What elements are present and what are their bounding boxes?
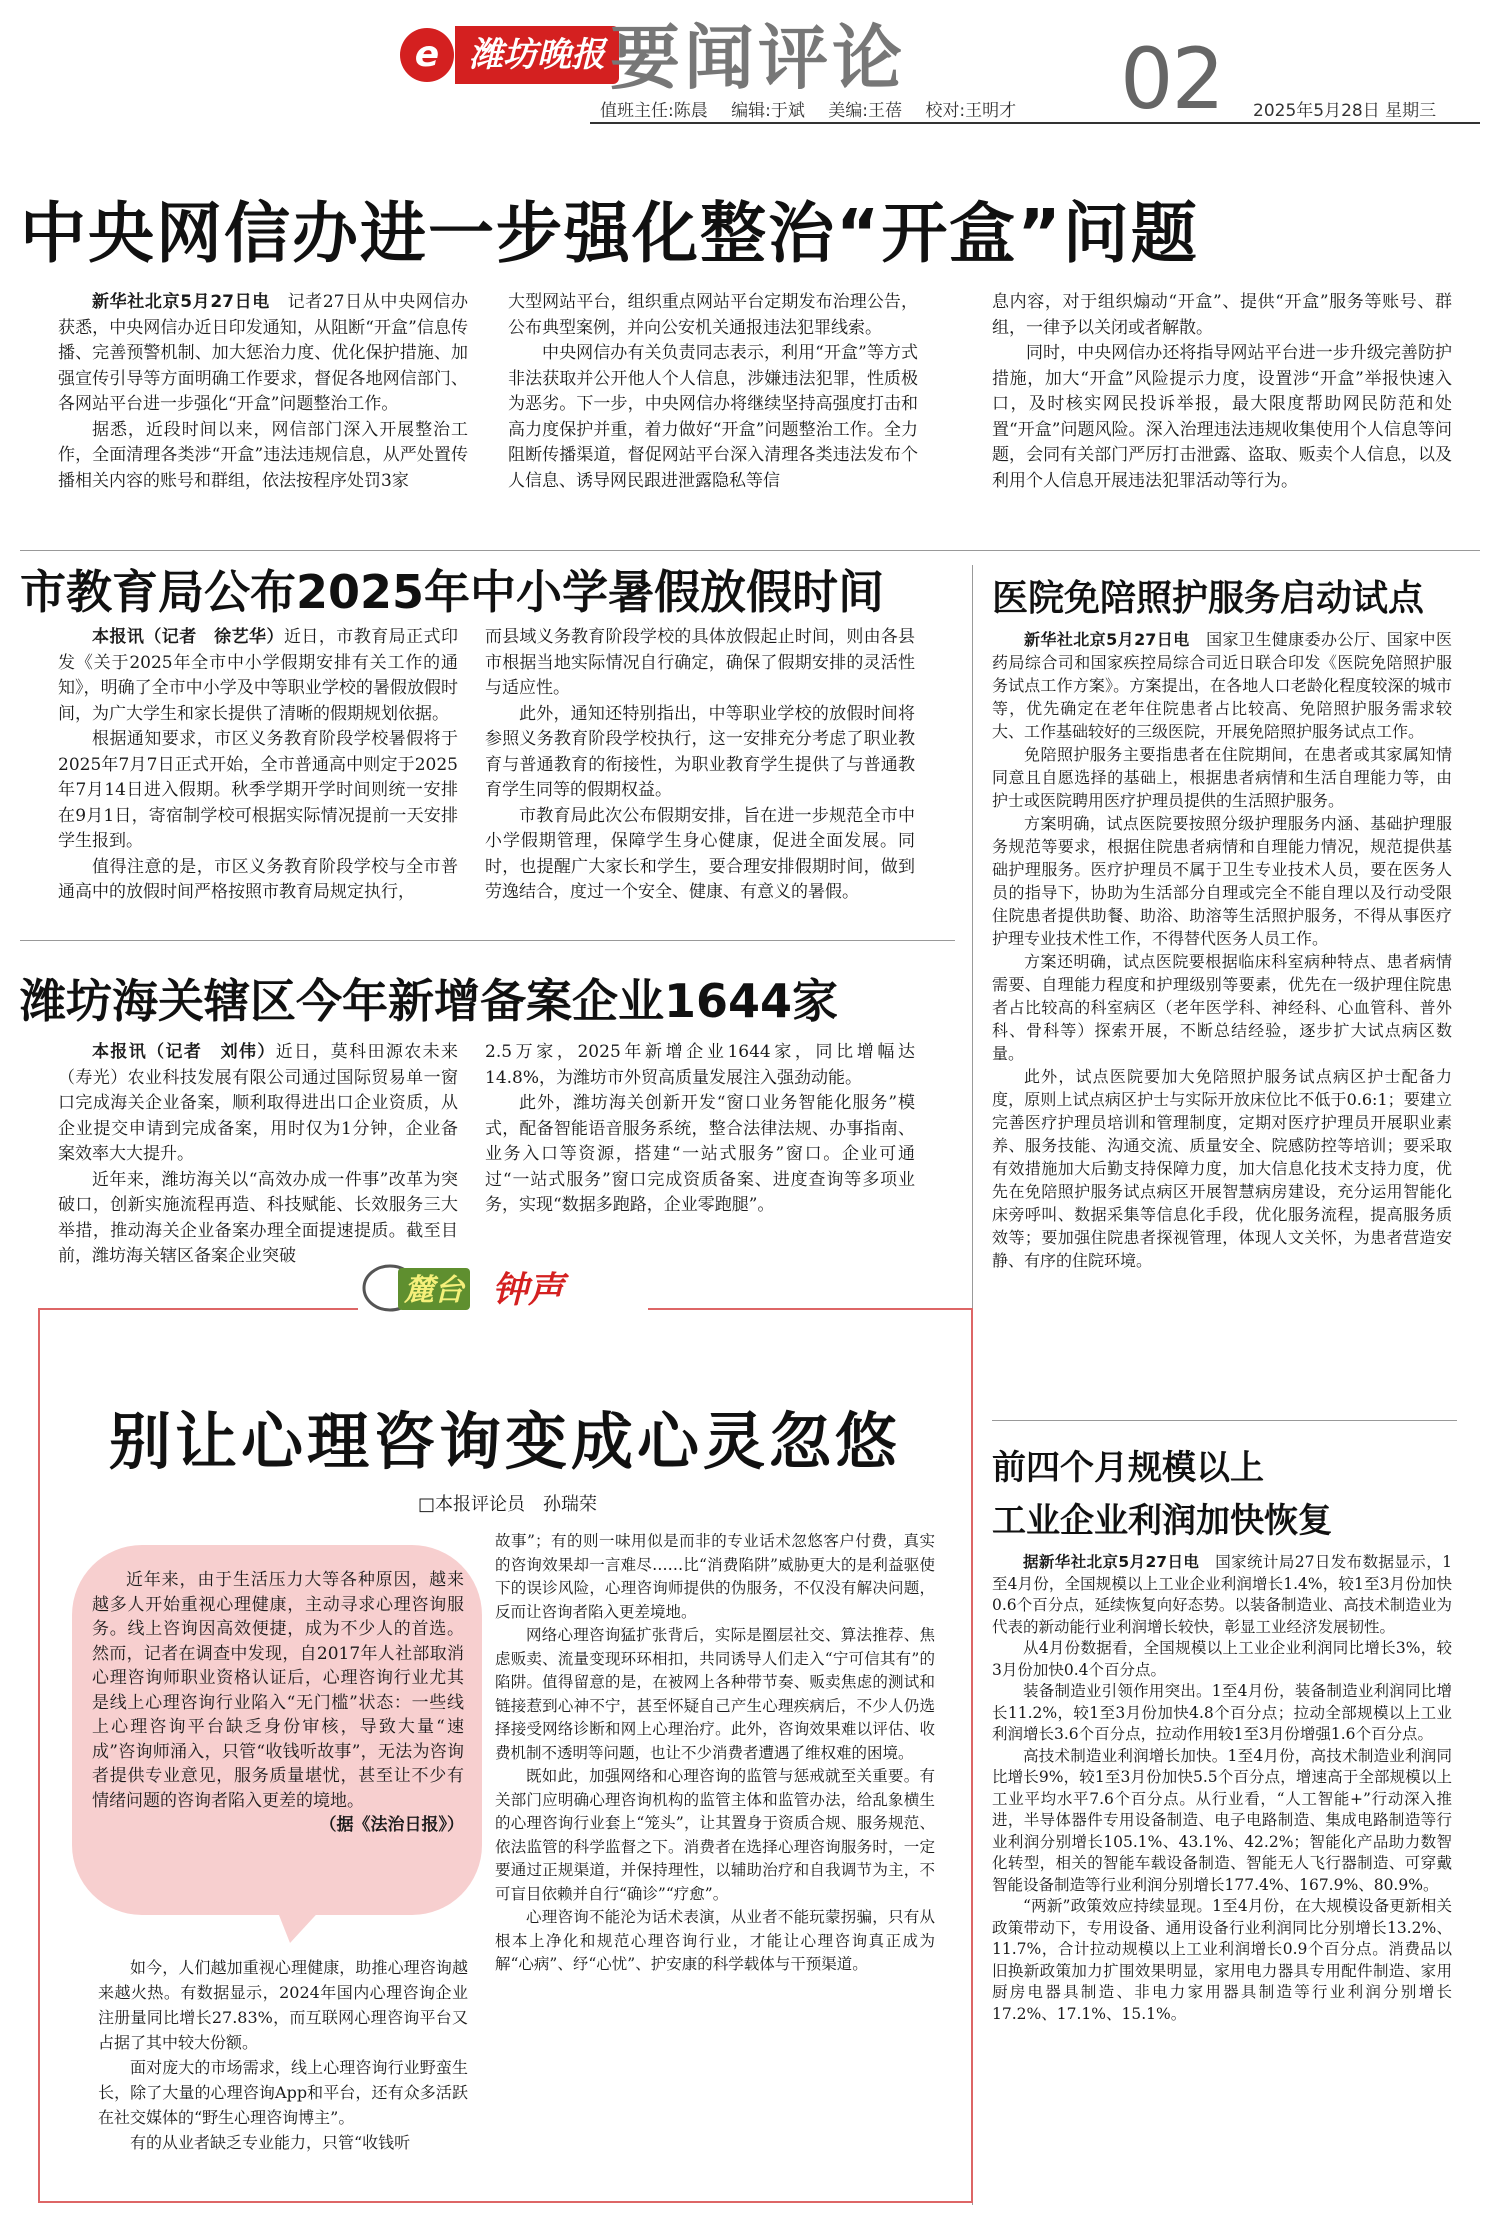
lead-col-2 [508,290,918,494]
holiday-p2: 根据通知要求，市区义务教育阶段学校暑假将于2025年7月7日正式开始，全市普通高中则定于2025年7月14日进入假期。秋季学期开学时间则统一安排在9月1日，寄宿制学校可根据实际情况提前一天安排学生报到。 [58,729,458,851]
customs-p1: 近日，莫科田源农未来（寿光）农业科技发展有限公司通过国际贸易单一窗口完成海关企业备案，顺利取得进出口企业资质，从企业提交申请到完成备案，用时仅为1分钟，企业备案效率大大提升。 [58,1042,459,1164]
customs-col-1 [58,1040,458,1270]
comm-p5: 网络心理咨询猛扩张背后，实际是圈层社交、算法推荐、焦虑贩卖、流量变现环环相扣，共同诱导人们走入“宁可信其有”的陷阱。值得留意的是，在被网上各种带节奏、贩卖焦虑的测试和链接惹到心神不宁，甚至怀疑自己产生心理疾病后，不少人仍选择接受网络诊断和网上心理治疗。此外，咨询效果难以评估、收费机制不透明等问题，也让不少消费者遭遇了维权难的困境。 [495,1626,935,1762]
staff-line [600,96,1034,121]
holiday-headline: 市教育局公布2025年中小学暑假放假时间 [20,565,885,619]
paper-name: 潍坊晚报 [455,26,619,84]
quote-p1: 近年来，由于生活压力大等各种原因，越来越多人开始重视心理健康，主动寻求心理咨询服务。线上咨询因高效便捷，成为不少人的首选。然而，记者在调查中发现，自2017年人社部取消心理咨询师职业资格认证后，心理咨询行业尤其是线上心理咨询行业陷入“无门槛”状态：一些线上心理咨询平台缺乏身份审核，导致大量“速成”咨询师涌入，只管“收钱听故事”，无法为咨询者提供专业意见，服务质量堪忧，甚至让不少有情绪问题的咨询者陷入更差的境地。 [92,1570,464,1811]
comm-p2: 面对庞大的市场需求，线上心理咨询行业野蛮生长，除了大量的心理咨询App和平台，还有众多活跃在社交媒体的“野生心理咨询博主”。 [98,2058,468,2127]
divider [20,940,955,941]
issue-date: 2025年5月28日 星期三 [1253,101,1437,121]
comm-p4: 故事”；有的则一味用似是而非的专业话术忽悠客户付费，真实的咨询效果却一言难尽……比“消费陷阱”威胁更大的是利益驱使下的误诊风险，心理咨询师提供的伪服务，不仅没有解决问题，反而让咨询者陷入更差境地。 [495,1532,935,1621]
lead-dateline: 新华社北京5月27日电 [92,292,270,312]
industry-body [992,1552,1452,2025]
lead-headline: 中央网信办进一步强化整治“开盒”问题 [20,195,1199,272]
holiday-col-2 [485,625,915,906]
column-name-b: 钟声 [491,1270,565,1311]
column-name-a: 麓台 [404,1273,464,1308]
commentary-headline: 别让心理咨询变成心灵忽悠 [108,1405,901,1478]
holiday-p4: 而县域义务教育阶段学校的具体放假起止时间，则由各县市根据当地实际情况自行确定，确保了假期安排的灵活性与适应性。 [485,627,915,698]
staff-editor: 编辑:于斌 [731,101,805,121]
divider [992,1420,1457,1421]
comm-p6: 既如此，加强网络和心理咨询的监管与惩戒就至关重要。有关部门应明确心理咨询机构的监管主体和监管办法，给乱象横生的心理咨询行业套上“笼头”，让其置身于资质合规、服务规范、依法监管的科学监督之下。消费者在选择心理咨询服务时，一定要通过正规渠道，并保持理性，以辅助治疗和自我调节为主，不可盲目依赖并自行“确诊”“疗愈”。 [495,1767,935,1903]
industry-dateline: 据新华社北京5月27日电 [1023,1553,1200,1571]
column-logo [358,1262,648,1314]
industry-p2: 从4月份数据看，全国规模以上工业企业利润同比增长3%，较3月份加快0.4个百分点。 [992,1639,1452,1679]
customs-byline: 本报讯（记者 刘伟） [92,1042,276,1062]
lead-p3: 大型网站平台，组织重点网站平台定期发布治理公告，公布典型案例，并向公安机关通报违法犯罪线索。 [508,292,918,338]
quote-bubble-tail-icon [270,1905,330,1945]
lead-p2: 据悉，近段时间以来，网信部门深入开展整治工作，全面清理各类涉“开盒”违法违规信息，从严处置传播相关内容的账号和群组，依法按程序处罚3家 [58,419,468,491]
quote-source: （据《法治日报》） [319,1815,464,1835]
hospital-body [992,628,1452,1272]
hospital-p5: 此外，试点医院要加大免陪照护服务试点病区护士配备力度，原则上试点病区护士与实际开放床位比不低于0.6:1；要建立完善医疗护理员培训和管理制度，定期对医疗护理员开展职业素养、服务技能、沟通交流、质量安全、院感防控等培训；要采取有效措施加大后勤支持保障力度，加大信息化技术支持力度，优先在免陪照护服务试点病区开展智慧病房建设，充分运用智能化床旁呼叫、数据采集等信息化手段，优化服务流程，提高服务质效等；要加强住院患者探视管理，体现人文关怀，为患者营造安静、有序的住院环境。 [992,1067,1452,1270]
comm-p7: 心理咨询不能沦为话术表演，从业者不能玩蒙拐骗，只有从根本上净化和规范心理咨询行业，才能让心理咨询真正成为解“心病”、纾“心忧”、护安康的科学载体与干预渠道。 [495,1908,935,1973]
lead-col-3 [992,290,1452,494]
industry-p4: 高技术制造业利润增长加快。1至4月份，高技术制造业利润同比增长9%，较1至3月份加快5.5个百分点，增速高于全部规模以上工业平均水平7.6个百分点。从行业看，“人工智能+”行动深入推进，半导体器件专用设备制造、电子电路制造、集成电路制造等行业利润分别增长105.1%、43.1%、42.2%；智能化产品助力数智化转型，相关的智能车载设备制造、智能无人飞行器制造、可穿戴智能设备制造等行业利润分别增长177.4%、167.9%、80.9%。 [992,1746,1452,1894]
hospital-dateline: 新华社北京5月27日电 [1024,630,1190,649]
lead-col-1 [58,290,468,494]
lead-p6: 同时，中央网信办还将指导网站平台进一步升级完善防护措施，加大“开盒”风险提示力度，设置涉“开盒”举报快速入口，及时核实网民投诉举报，最大限度帮助网民防范和处置“开盒”问题风险。深入治理违法违规收集使用个人信息等问题，会同有关部门严厉打击泄露、盗取、贩卖个人信息，以及利用个人信息开展违法犯罪活动等行为。 [992,343,1452,491]
lead-p5: 息内容，对于组织煽动“开盒”、提供“开盒”服务等账号、群组，一律予以关闭或者解散。 [992,292,1452,338]
commentary-col-1 [98,1955,468,2155]
comm-p3: 有的从业者缺乏专业能力，只管“收钱听 [130,2133,411,2152]
paper-logo-icon: e [400,28,454,82]
customs-p3: 2.5万家，2025年新增企业1644家，同比增幅达14.8%，为潍坊市外贸高质量发展注入强劲动能。 [485,1042,915,1088]
customs-p2: 近年来，潍坊海关以“高效办成一件事”改革为突破口，创新实施流程再造、科技赋能、长效服务三大举措，推动海关企业备案办理全面提速提质。截至目前，潍坊海关辖区备案企业突破 [58,1169,458,1266]
staff-designer: 美编:王蓓 [828,101,903,121]
divider [20,550,1480,551]
hospital-p3: 方案明确，试点医院要按照分级护理服务内涵、基础护理服务规范等要求，根据住院患者病情和自理能力情况，规范提供基础护理服务。医疗护理员不属于卫生专业技术人员，要在医务人员的指导下，协助为生活部分自理或完全不能自理以及行动受限住院患者提供助餐、助浴、助溶等生活照护服务，不得从事医疗护理专业技术性工作，不得替代医务人员工作。 [992,814,1452,948]
hospital-p1: 国家卫生健康委办公厅、国家中医药局综合司和国家疾控局综合司近日联合印发《医院免陪照护服务试点工作方案》。方案提出，在各地人口老龄化程度较深的城市等，优先确定在老年住院患者占比较高、免陪照护服务需求较大、工作基础较好的三级医院，开展免陪照护服务试点工作。 [992,630,1452,741]
section-title: 要闻评论 [610,16,906,99]
holiday-p5: 此外，通知还特别指出，中等职业学校的放假时间将参照义务教育阶段学校执行，这一安排充分考虑了职业教育与普通教育的衔接性，为职业教育学生提供了与普通教育学生同等的假期权益。 [485,703,915,800]
staff-proofreader: 校对:王明才 [925,101,1017,121]
lead-p4: 中央网信办有关负责同志表示，利用“开盒”等方式非法获取并公开他人个人信息，涉嫌违法犯罪，性质极为恶劣。下一步，中央网信办将继续坚持高强度打击和高力度保护并重，着力做好“开盒”问题整治工作。全力阻断传播渠道，督促网站平台深入清理各类违法发布个人信息、诱导网民跟进泄露隐私等信 [508,343,918,491]
commentary-author: □本报评论员 孙瑞荣 [418,1494,598,1515]
industry-p1: 国家统计局27日发布数据显示，1至4月份，全国规模以上工业企业利润增长1.4%，较1至3月份加快0.6个百分点，延续恢复向好态势。以装备制造业、高技术制造业为代表的新动能行业利润增长较快，彰显工业经济发展韧性。 [992,1553,1452,1636]
comm-p1: 如今，人们越加重视心理健康，助推心理咨询越来越火热。有数据显示，2024年国内心理咨询企业注册量同比增长27.83%，而互联网心理咨询平台又占据了其中较大份额。 [98,1958,468,2052]
masthead-rule [590,122,1480,124]
lead-p1: 记者27日从中央网信办获悉，中央网信办近日印发通知，从阻断“开盒”信息传播、完善预警机制、加大惩治力度、优化保护措施、加强宣传引导等方面明确工作要求，督促各地网信部门、各网站平台进一步强化“开盒”问题整治工作。 [58,292,468,414]
masthead [0,0,1500,130]
customs-col-2 [485,1040,915,1219]
customs-p4: 此外，潍坊海关创新开发“窗口业务智能化服务”模式，配备智能语音服务系统，整合法律法规、办事指南、业务入口等资源，搭建“一站式服务”窗口。企业可通过“一站式服务”窗口完成资质备案、进度查询等多项业务，实现“数据多跑路，企业零跑腿”。 [485,1093,915,1215]
commentary-col-2 [495,1530,935,1977]
industry-headline-1: 前四个月规模以上 [992,1448,1264,1488]
hospital-headline: 医院免陪照护服务启动试点 [992,577,1425,619]
customs-headline: 潍坊海关辖区今年新增备案企业1644家 [20,974,839,1028]
quote-text [92,1568,464,1838]
hospital-p4: 方案还明确，试点医院要根据临床科室病种特点、患者病情需要、自理能力程度和护理级别等要素，优先在一级护理住院患者占比较高的科室病区（老年医学科、神经科、心血管科、普外科、骨科等）探索开展，不断总结经验，逐步扩大试点病区数量。 [992,952,1452,1063]
industry-p5: “两新”政策效应持续显现。1至4月份，在大规模设备更新相关政策带动下，专用设备、通用设备行业利润同比分别增长13.2%、11.7%，合计拉动规模以上工业利润增长0.9个百分点。消费品以旧换新政策加力扩围效果明显，家用电力器具专用配件制造、家用厨房电器具制造、非电力家用器具制造等行业利润分别增长17.2%、17.1%、15.1%。 [992,1897,1452,2023]
industry-p3: 装备制造业引领作用突出。1至4月份，装备制造业利润同比增长11.2%，较1至3月份加快4.8个百分点；拉动全部规模以上工业利润增长3.6个百分点，拉动作用较1至3月份增强1.6个百分点。 [992,1682,1452,1743]
hospital-p2: 免陪照护服务主要指患者在住院期间，在患者或其家属知情同意且自愿选择的基础上，根据患者病情和生活自理能力等，由护士或医院聘用医疗护理员提供的生活照护服务。 [992,745,1452,810]
holiday-byline: 本报讯（记者 徐艺华） [92,627,284,647]
holiday-col-1 [58,625,458,906]
page-number: 02 [1120,30,1223,128]
holiday-p3: 值得注意的是，市区义务教育阶段学校与全市普通高中的放假时间严格按照市教育局规定执行， [58,856,458,902]
holiday-p6: 市教育局此次公布假期安排，旨在进一步规范全市中小学假期管理，保障学生身心健康，促进全面发展。同时，也提醒广大家长和学生，要合理安排假期时间，做到劳逸结合，度过一个安全、健康、有意义的暑假。 [485,805,915,902]
staff-duty: 值班主任:陈晨 [600,101,708,121]
holiday-p1: 近日，市教育局正式印发《关于2025年全市中小学假期安排有关工作的通知》，明确了全市中小学及中等职业学校的暑假放假时间，为广大学生和家长提供了清晰的假期规划依据。 [58,627,459,724]
industry-headline-2: 工业企业利润加快恢复 [992,1501,1332,1541]
